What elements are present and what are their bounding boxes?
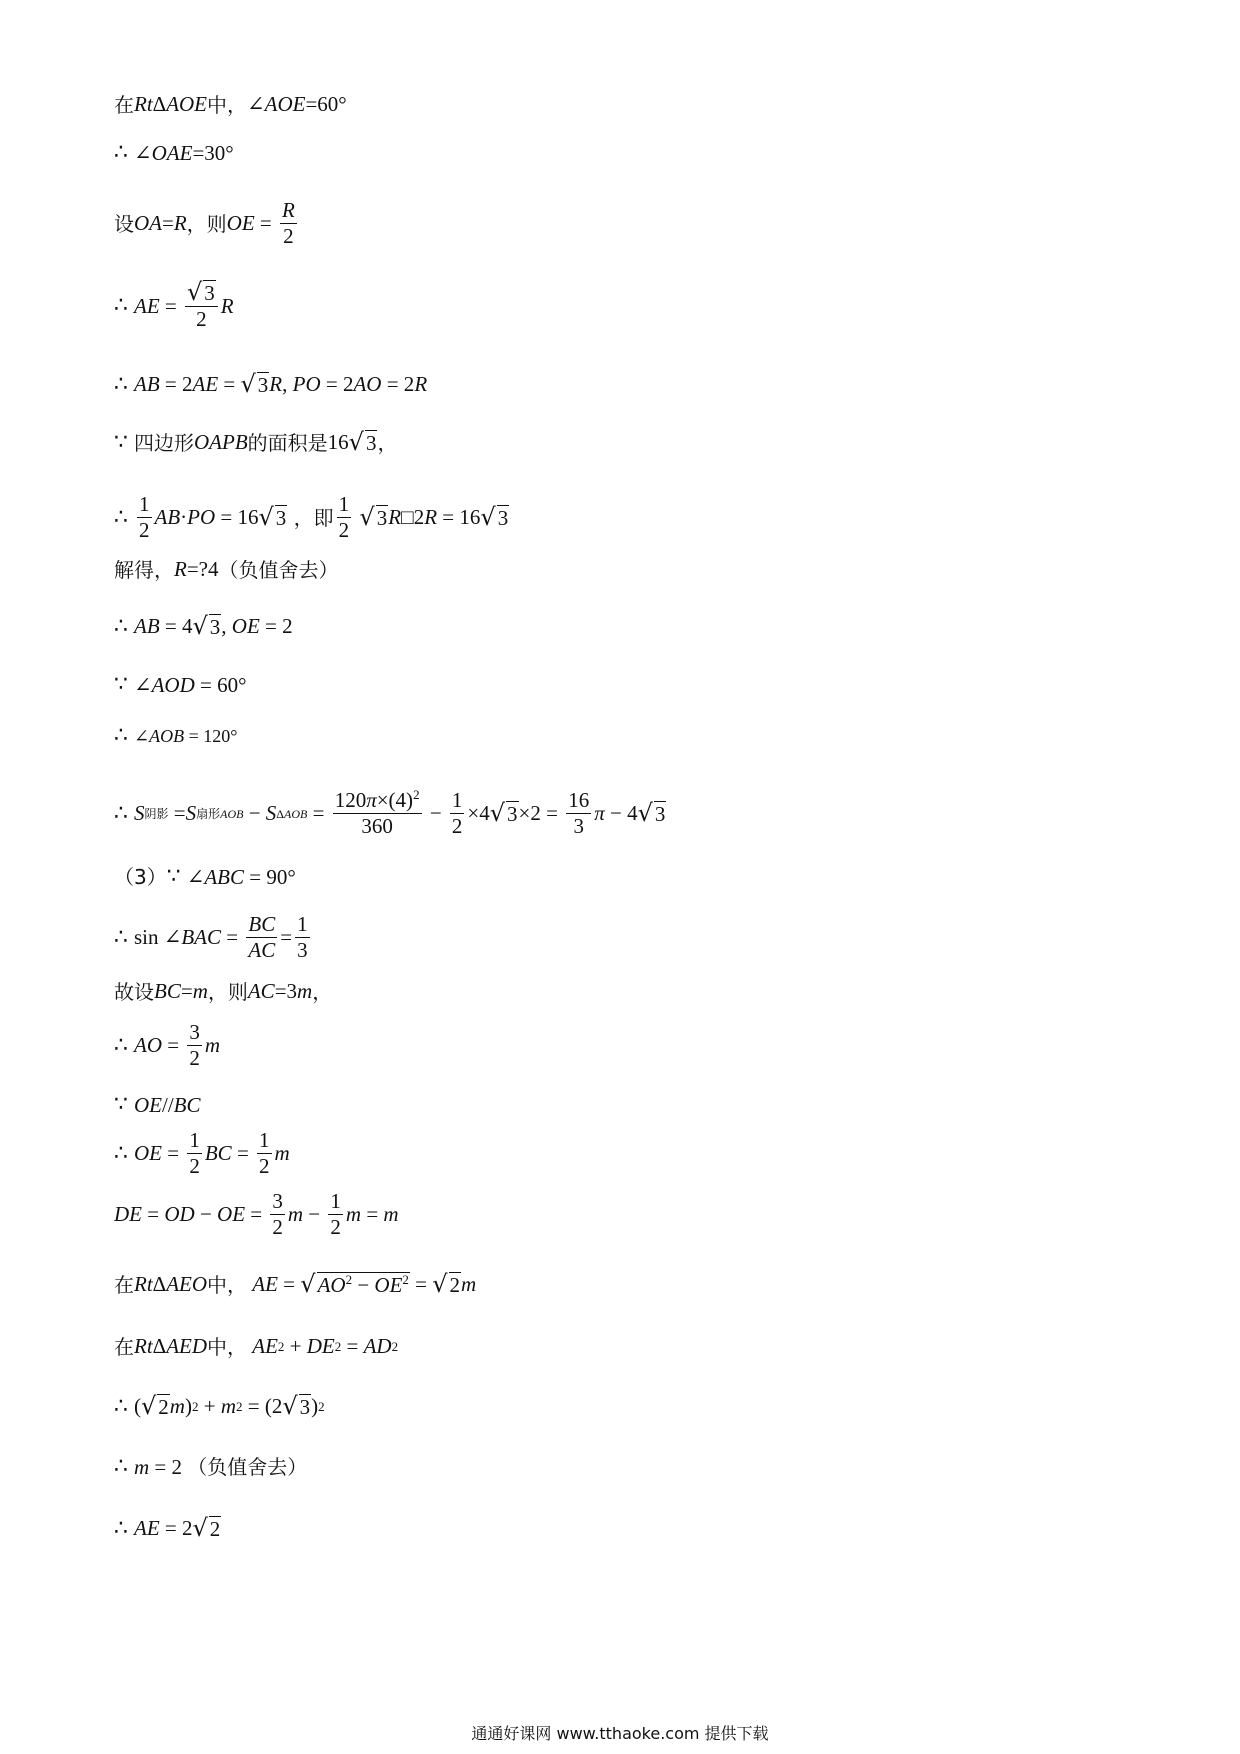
solution-line-3: 设 OA = R ，则 OE = $\frac{R}{2}$	[114, 198, 295, 249]
solution-line-8: 解得， R =?4 （负值舍去）	[114, 557, 339, 582]
solution-line-16: ∴ AO = $\frac{3}{2}$ m	[114, 1020, 221, 1071]
solution-line-4: ∴ AE = √ 3 2 R	[114, 278, 234, 332]
solution-line-9: ∴ AB = 4 √ 3 , OE = 2	[114, 612, 293, 640]
solution-line-19: DE = OD − OE = $\frac{3}{2}$ m − $\frac{1}{2}$ m = m	[114, 1189, 399, 1240]
page-footer: 通通好课网 www.tthaoke.com 提供下载	[471, 1724, 769, 1743]
solution-line-7: ∴ $\frac{1}{2}$ AB · PO = 16 √ 3 ，即 $\frac{1}{2}$ √ 3 R □2 R = 16 √ 3	[114, 492, 509, 543]
solution-line-21: 在 Rt Δ AED 中， AE 2 + DE 2 = AD 2	[114, 1334, 399, 1359]
solution-line-6: ∵ 四边形 OAPB 的面积是 16 √ 3 ，	[114, 428, 398, 456]
solution-line-18: ∴ OE = $\frac{1}{2}$ BC = $\frac{1}{2}$ m	[114, 1128, 290, 1179]
solution-line-10: ∵ ∠ AOD = 60°	[114, 672, 247, 697]
solution-line-17: ∵ OE // BC	[114, 1092, 201, 1117]
solution-line-22: ∴ ( √ 2 m ) 2 + m 2 = (2 √ 3 ) 2	[114, 1392, 325, 1420]
solution-line-24: ∴ AE = 2 √ 2	[114, 1514, 221, 1542]
solution-line-23: ∴ m = 2 （负值舍去）	[114, 1454, 308, 1479]
solution-line-12: ∴ S 阴影 = S 扇形AOB − S ΔAOB = $\frac{120\pi\times(4)^2}{360}$ − $\frac{1}{2}$ ×4 √ 3 ×2 = $\frac{16}{3}$ π − 4 √ 3	[114, 787, 666, 839]
solution-line-14: ∴ sin ∠ BAC = $\frac{BC}{AC}$ = $\frac{1}{3}$	[114, 912, 308, 963]
solution-line-13: （3） ∵ ∠ ABC = 90°	[114, 864, 296, 889]
solution-line-11: ∴ ∠AOB = 120°	[114, 723, 238, 748]
solution-line-20: 在 Rt Δ AEO 中， AE = √ $AO^2 - OE^2$ = √ 2 m	[114, 1270, 477, 1298]
solution-line-5: ∴ AB = 2 AE = √ 3 R , PO = 2 AO = 2 R	[114, 370, 428, 398]
solution-line-15: 故设 BC = m ，则 AC =3 m ，	[114, 979, 333, 1004]
solution-line-1: 在 Rt Δ AOE 中， ∠ AOE =60°	[114, 92, 347, 117]
solution-line-2: ∴ ∠ OAE =30°	[114, 140, 234, 165]
